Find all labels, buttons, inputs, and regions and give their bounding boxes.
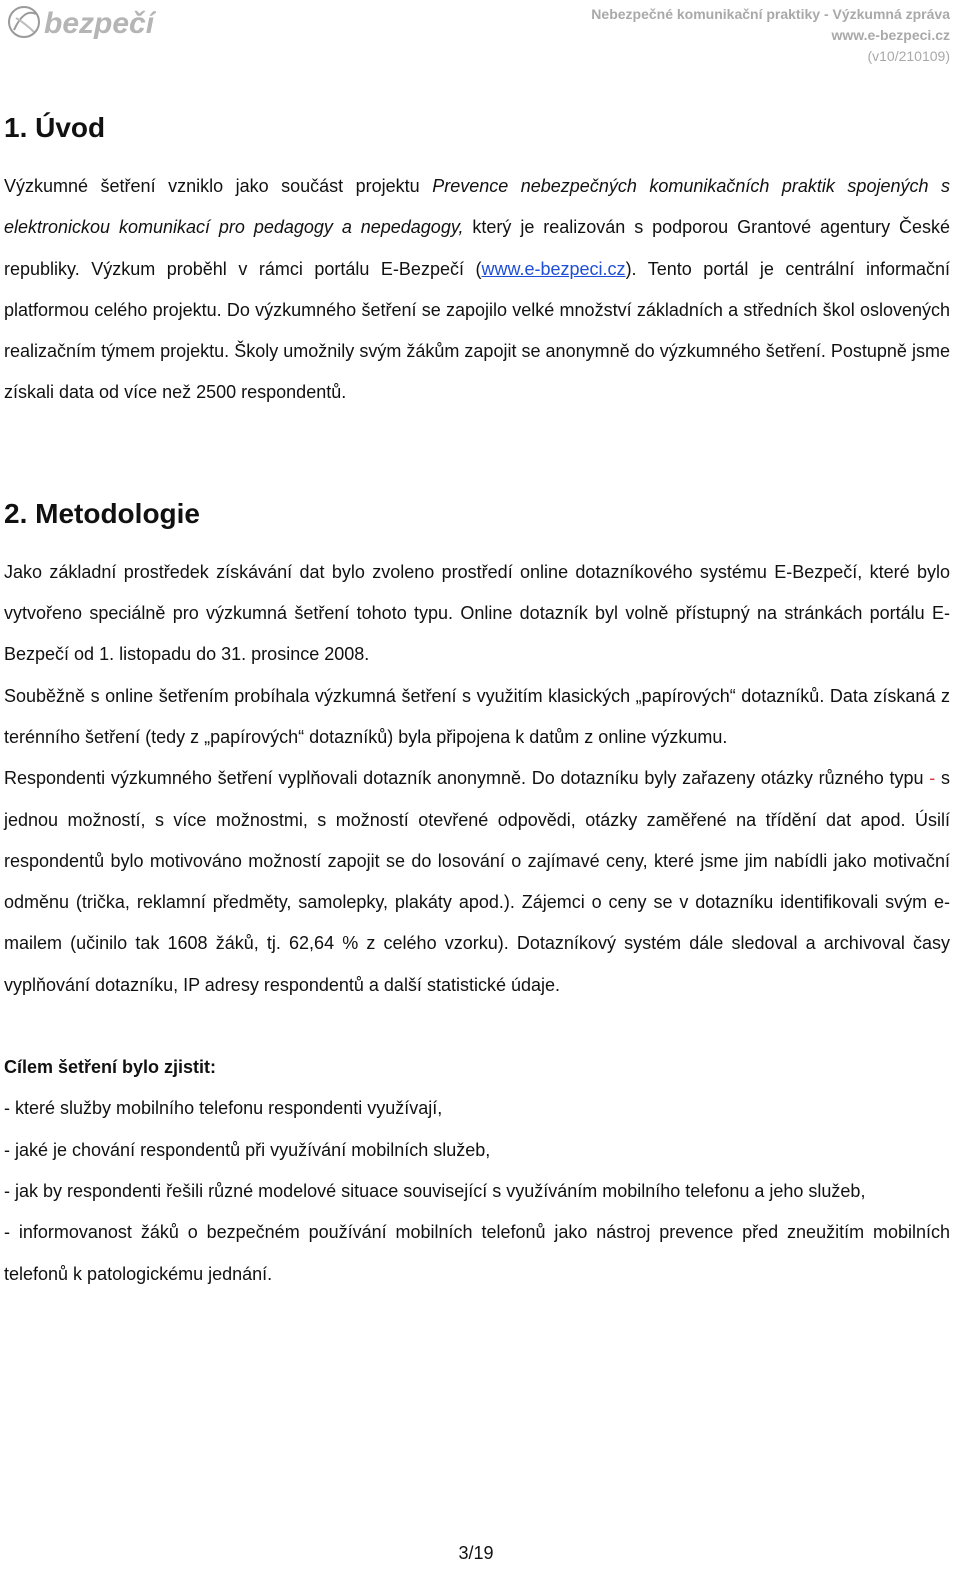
method-paragraph-3: Respondenti výzkumného šetření vyplňovali dotazník anonymně. Do dotazníku byly zařazeny otázky různého typu - s jednou možností, s více možnostmi, s možností otevřené odpovědi, otázky zaměřené na třídění dat apod. Úsilí respondentů bylo motivováno možností zapojit se do losování o zajímavé ceny, které jsme jim nabídli jako motivační odměnu (trička, reklamní předměty, samolepky, plakáty apod.). Zájemci o ceny se v dotazníku identifikovali svým e-mailem (učinilo tak 1608 žáků, tj. 62,64 % z celého vzorku). Dotazníkový systém dále sledoval a archivoval časy vyplňování dotazníku, IP adresy respondentů a další statistické údaje. [4, 768, 950, 995]
method-paragraph-1: Jako základní prostředek získávání dat bylo zvoleno prostředí online dotazníkového systému E-Bezpečí, které bylo vytvořeno speciálně pro výzkumná šetření tohoto typu. Online dotazník byl volně přístupný na stránkách portálu E-Bezpečí od 1. listopadu do 31. prosince 2008. [4, 561, 950, 665]
intro-paragraph: Výzkumné šetření vzniklo jako součást projektu Prevence nebezpečných komunikačních praktik spojených s elektronickou komunikací pro pedagogy a nepedagogy, který je realizován s podporou Grantové agentury České republiky. Výzkum proběhl v rámci portálu E-Bezpečí (www.e-bezpeci.cz). Tento portál je centrální informační platformou celého projektu. Do výzkumného šetření se zapojilo velké množství základních a středních škol oslovených realizačním týmem projektu. Školy umožnily svým žákům zapojit se anonymně do výzkumného šetření. Postupně jsme získali data od více než 2500 respondentů. [4, 176, 950, 403]
logo-text: bezpečí [44, 7, 155, 40]
header-version: (v10/210109) [867, 48, 950, 64]
header-site: www.e-bezpeci.cz [831, 27, 950, 43]
goal-item: - informovanost žáků o bezpečném používání mobilních telefonů jako nástroj prevence před zneužitím mobilních telefonů k patologickému jednání. [4, 1222, 950, 1284]
red-dash: - [929, 768, 936, 789]
document-body [4, 108, 950, 1295]
goal-item: - které služby mobilního telefonu respondenti využívají, [4, 1098, 443, 1119]
header-title: Nebezpečné komunikační praktiky - Výzkumná zpráva [591, 6, 950, 22]
project-name: Prevence nebezpečných komunikačních praktik spojených s elektronickou komunikací pro pedagogy a nepedagogy, [4, 176, 950, 238]
page-number: 3/19 [458, 1543, 494, 1563]
goals-title: Cílem šetření bylo zjistit: [4, 1057, 217, 1078]
logo-graphic [6, 2, 156, 42]
page-header [591, 4, 950, 67]
heading-uvod: 1. Úvod [4, 112, 106, 143]
goal-item: - jak by respondenti řešili různé modelové situace související s využíváním mobilního telefonu a jeho služeb, [4, 1180, 866, 1201]
goal-item: - jaké je chování respondentů při využívání mobilních služeb, [4, 1139, 491, 1160]
heading-metodologie: 2. Metodologie [4, 497, 200, 529]
method-paragraph-2: Souběžně s online šetřením probíhala výzkumná šetření s využitím klasických „papírových“ dotazníků. Data získaná z terénního šetření (tedy z „papírových“ dotazníků) byla připojena k datům z online výzkumu. [4, 685, 950, 747]
portal-link[interactable]: www.e-bezpeci.cz [481, 258, 626, 279]
logo [6, 2, 156, 42]
